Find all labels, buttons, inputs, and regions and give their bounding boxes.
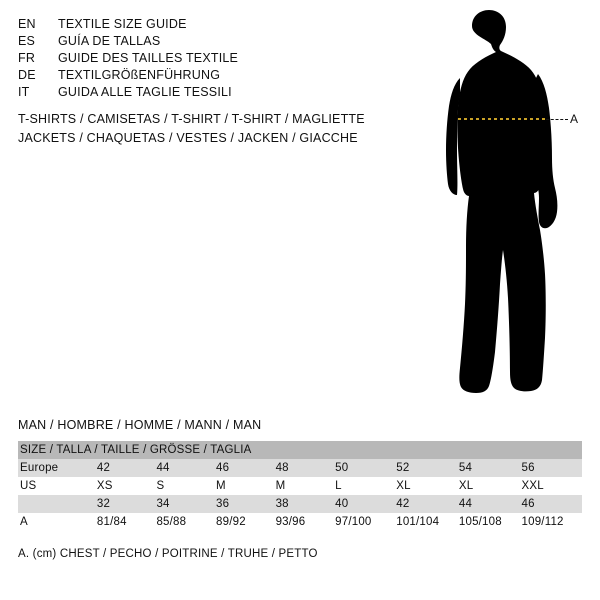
- table-header-row: [18, 441, 582, 459]
- language-text-fr: GUIDE DES TAILLES TEXTILE: [58, 51, 239, 65]
- cell: 44: [458, 498, 473, 510]
- language-row-es: [18, 33, 358, 50]
- language-header-block: [18, 16, 358, 101]
- cell: XXL: [521, 480, 544, 492]
- table-title: MAN / HOMBRE / HOMME / MANN / MAN: [18, 418, 262, 432]
- row-label-us: US: [20, 480, 37, 492]
- cell: 93/96: [275, 516, 306, 528]
- language-text-es: GUÍA DE TALLAS: [58, 34, 161, 48]
- cell: 34: [156, 498, 170, 510]
- language-code-de: DE: [18, 68, 36, 82]
- language-text-en: TEXTILE SIZE GUIDE: [58, 17, 187, 31]
- cell: XL: [458, 480, 474, 492]
- language-code-es: ES: [18, 34, 36, 48]
- measure-marker-dashes: [546, 119, 568, 121]
- row-label-europe: Europe: [20, 462, 59, 474]
- category-line-tshirts: T-SHIRTS / CAMISETAS / T-SHIRT / T-SHIRT / MAGLIETTE: [18, 112, 365, 126]
- row-label-a: A: [20, 516, 28, 528]
- cell: 105/108: [458, 516, 502, 528]
- cell: 42: [396, 498, 410, 510]
- cell: 36: [216, 498, 230, 510]
- table-header-label: SIZE / TALLA / TAILLE / GRÖSSE / TAGLIA: [20, 444, 252, 456]
- language-row-en: [18, 16, 358, 33]
- language-text-de: TEXTILGRÖßENFÜHRUNG: [58, 68, 221, 82]
- table-footnote: A. (cm) CHEST / PECHO / POITRINE / TRUHE / PETTO: [18, 548, 318, 560]
- language-row-de: [18, 67, 358, 84]
- language-text-it: GUIDA ALLE TAGLIE TESSILI: [58, 85, 232, 99]
- cell: XS: [96, 480, 113, 492]
- cell: XL: [396, 480, 411, 492]
- cell: S: [156, 480, 165, 492]
- language-row-it: [18, 84, 358, 101]
- cell: 101/104: [396, 516, 440, 528]
- table-row: [18, 513, 582, 531]
- table-row: [18, 495, 582, 513]
- size-table: [18, 441, 582, 531]
- body-figure: [400, 8, 600, 408]
- row-label-blank: [18, 495, 95, 513]
- cell: 38: [275, 498, 289, 510]
- cell: 85/88: [156, 516, 187, 528]
- cell: 52: [396, 462, 410, 474]
- cell: 40: [335, 498, 349, 510]
- cell: M: [275, 480, 286, 492]
- cell: 50: [335, 462, 349, 474]
- cell: 56: [521, 462, 535, 474]
- cell: 42: [96, 462, 111, 474]
- cell: 89/92: [216, 516, 246, 528]
- language-code-it: IT: [18, 85, 30, 99]
- category-line-jackets: JACKETS / CHAQUETAS / VESTES / JACKEN / GIACCHE: [18, 131, 358, 145]
- cell: 46: [216, 462, 230, 474]
- cell: M: [216, 480, 226, 492]
- table-row: [18, 459, 582, 477]
- category-lines: [18, 110, 438, 148]
- cell: L: [335, 480, 342, 492]
- cell: 44: [156, 462, 170, 474]
- measure-marker-label: A: [570, 112, 579, 126]
- cell: 97/100: [335, 516, 372, 528]
- cell: 32: [96, 498, 111, 510]
- cell: 48: [275, 462, 289, 474]
- table-row: [18, 477, 582, 495]
- language-row-fr: [18, 50, 358, 67]
- cell: 46: [521, 498, 535, 510]
- cell: 109/112: [521, 516, 564, 528]
- cell: 81/84: [96, 516, 127, 528]
- male-silhouette-icon: [400, 8, 600, 408]
- cell: 54: [458, 462, 473, 474]
- language-code-en: EN: [18, 17, 36, 31]
- language-code-fr: FR: [18, 51, 36, 65]
